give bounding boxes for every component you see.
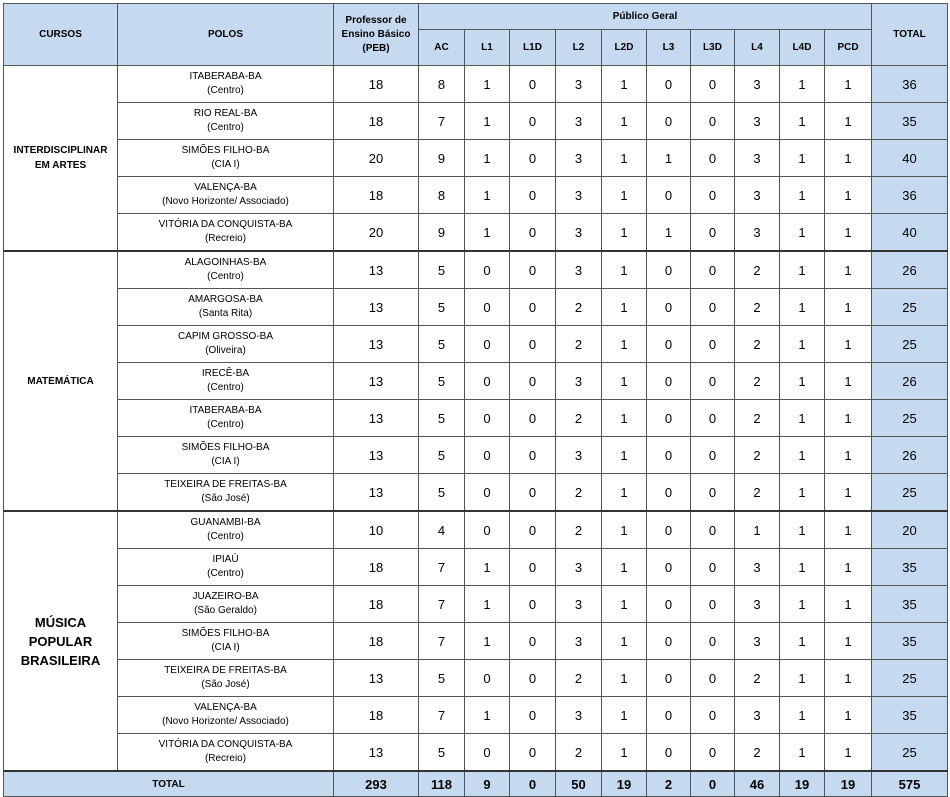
peb-cell: 13 — [334, 289, 419, 326]
total-l4d: 19 — [780, 771, 825, 797]
quota-cell-l2d: 1 — [602, 363, 647, 400]
quota-cell-pcd: 1 — [825, 549, 872, 586]
header-cursos: CURSOS — [4, 4, 118, 66]
quota-cell-l3: 0 — [647, 326, 691, 363]
row-total-cell: 36 — [872, 177, 948, 214]
quota-cell-l3d: 0 — [691, 549, 735, 586]
quota-cell-l3d: 0 — [691, 586, 735, 623]
quota-cell-l1: 0 — [465, 400, 510, 437]
quota-cell-l1: 0 — [465, 251, 510, 289]
row-total-cell: 25 — [872, 326, 948, 363]
row-total-cell: 40 — [872, 140, 948, 177]
quota-cell-l4d: 1 — [780, 660, 825, 697]
quota-cell-l4: 2 — [735, 400, 780, 437]
quota-cell-l4: 3 — [735, 549, 780, 586]
quota-cell-l3: 0 — [647, 66, 691, 103]
quota-cell-l3d: 0 — [691, 474, 735, 512]
quota-cell-l3: 0 — [647, 400, 691, 437]
quota-cell-l1d: 0 — [510, 103, 556, 140]
quota-cell-l3: 0 — [647, 549, 691, 586]
quota-cell-l1d: 0 — [510, 623, 556, 660]
quota-cell-l2: 3 — [556, 586, 602, 623]
quota-cell-l2: 2 — [556, 326, 602, 363]
peb-cell: 13 — [334, 734, 419, 772]
quota-cell-l1d: 0 — [510, 400, 556, 437]
quota-cell-ac: 9 — [419, 214, 465, 252]
quota-cell-l2: 3 — [556, 251, 602, 289]
header-l4: L4 — [735, 30, 780, 66]
quota-cell-l1: 1 — [465, 177, 510, 214]
quota-cell-l1: 1 — [465, 103, 510, 140]
quota-cell-l4d: 1 — [780, 177, 825, 214]
quota-cell-l1d: 0 — [510, 289, 556, 326]
quota-cell-l3: 0 — [647, 474, 691, 512]
quota-cell-l4d: 1 — [780, 549, 825, 586]
quota-cell-l1d: 0 — [510, 660, 556, 697]
quota-cell-l2d: 1 — [602, 251, 647, 289]
quota-cell-l4d: 1 — [780, 474, 825, 512]
polo-cell: ITABERABA-BA (Centro) — [118, 66, 334, 103]
quota-cell-l1: 1 — [465, 586, 510, 623]
quota-cell-l3d: 0 — [691, 66, 735, 103]
quota-cell-ac: 5 — [419, 400, 465, 437]
quota-cell-l2d: 1 — [602, 103, 647, 140]
quota-cell-l4: 3 — [735, 697, 780, 734]
row-total-cell: 25 — [872, 400, 948, 437]
polo-cell: TEIXEIRA DE FREITAS-BA (São José) — [118, 660, 334, 697]
quota-cell-l1d: 0 — [510, 437, 556, 474]
quota-cell-l4: 3 — [735, 66, 780, 103]
table-row — [4, 734, 948, 772]
quota-cell-l2d: 1 — [602, 437, 647, 474]
table-row — [4, 474, 948, 512]
quota-cell-ac: 7 — [419, 697, 465, 734]
quota-cell-l4d: 1 — [780, 734, 825, 772]
row-total-cell: 35 — [872, 623, 948, 660]
polo-cell: VALENÇA-BA (Novo Horizonte/ Associado) — [118, 177, 334, 214]
table-row — [4, 177, 948, 214]
row-total-cell: 35 — [872, 697, 948, 734]
table-row — [4, 660, 948, 697]
quota-cell-l3d: 0 — [691, 103, 735, 140]
quota-cell-pcd: 1 — [825, 586, 872, 623]
peb-cell: 20 — [334, 214, 419, 252]
quota-cell-l4: 2 — [735, 660, 780, 697]
quota-cell-l1d: 0 — [510, 586, 556, 623]
peb-cell: 13 — [334, 437, 419, 474]
peb-cell: 13 — [334, 251, 419, 289]
quota-cell-pcd: 1 — [825, 326, 872, 363]
table-row — [4, 549, 948, 586]
quota-cell-l1: 1 — [465, 549, 510, 586]
quota-cell-l2d: 1 — [602, 400, 647, 437]
polo-cell: SIMÕES FILHO-BA (CIA I) — [118, 437, 334, 474]
header-l1d: L1D — [510, 30, 556, 66]
row-total-cell: 25 — [872, 474, 948, 512]
quota-cell-l3d: 0 — [691, 437, 735, 474]
quota-cell-l1: 0 — [465, 474, 510, 512]
quota-cell-l2: 2 — [556, 474, 602, 512]
quota-cell-l1d: 0 — [510, 326, 556, 363]
quota-cell-l3d: 0 — [691, 214, 735, 252]
quota-cell-l3d: 0 — [691, 400, 735, 437]
total-label: TOTAL — [4, 771, 334, 797]
quota-cell-pcd: 1 — [825, 177, 872, 214]
total-l4: 46 — [735, 771, 780, 797]
quota-cell-l2d: 1 — [602, 177, 647, 214]
quota-cell-l4: 2 — [735, 734, 780, 772]
quota-cell-ac: 5 — [419, 734, 465, 772]
course-name: MÚSICA POPULAR BRASILEIRA — [4, 511, 118, 771]
total-l2d: 19 — [602, 771, 647, 797]
header-l1: L1 — [465, 30, 510, 66]
total-l1d: 0 — [510, 771, 556, 797]
quota-cell-ac: 7 — [419, 549, 465, 586]
header-l2d: L2D — [602, 30, 647, 66]
quota-cell-l4d: 1 — [780, 326, 825, 363]
quota-cell-l1d: 0 — [510, 474, 556, 512]
header-peb: Professor de Ensino Básico (PEB) — [334, 4, 419, 66]
polo-cell: RIO REAL-BA (Centro) — [118, 103, 334, 140]
quota-cell-l4: 3 — [735, 177, 780, 214]
quota-cell-l2d: 1 — [602, 289, 647, 326]
header-l4d: L4D — [780, 30, 825, 66]
quota-cell-l1d: 0 — [510, 214, 556, 252]
quota-cell-l2d: 1 — [602, 586, 647, 623]
vacancies-table — [3, 3, 948, 797]
quota-cell-ac: 5 — [419, 289, 465, 326]
row-total-cell: 35 — [872, 586, 948, 623]
polo-cell: SIMÕES FILHO-BA (CIA I) — [118, 623, 334, 660]
quota-cell-l4: 2 — [735, 251, 780, 289]
quota-cell-ac: 7 — [419, 103, 465, 140]
quota-cell-ac: 8 — [419, 177, 465, 214]
quota-cell-l1d: 0 — [510, 697, 556, 734]
polo-cell: ITABERABA-BA (Centro) — [118, 400, 334, 437]
quota-cell-l1d: 0 — [510, 66, 556, 103]
table-row — [4, 363, 948, 400]
quota-cell-l2: 3 — [556, 437, 602, 474]
polo-cell: ALAGOINHAS-BA (Centro) — [118, 251, 334, 289]
quota-cell-l2d: 1 — [602, 474, 647, 512]
quota-cell-l3d: 0 — [691, 511, 735, 549]
total-row — [4, 771, 948, 797]
quota-cell-l2: 3 — [556, 66, 602, 103]
quota-cell-l2: 2 — [556, 400, 602, 437]
quota-cell-pcd: 1 — [825, 660, 872, 697]
quota-cell-l3: 0 — [647, 363, 691, 400]
quota-cell-l1: 1 — [465, 623, 510, 660]
peb-cell: 10 — [334, 511, 419, 549]
quota-cell-l2d: 1 — [602, 140, 647, 177]
quota-cell-pcd: 1 — [825, 66, 872, 103]
quota-cell-l1: 1 — [465, 66, 510, 103]
quota-cell-l1: 0 — [465, 326, 510, 363]
quota-cell-ac: 5 — [419, 437, 465, 474]
row-total-cell: 35 — [872, 103, 948, 140]
row-total-cell: 40 — [872, 214, 948, 252]
table-row — [4, 103, 948, 140]
quota-cell-l2: 3 — [556, 363, 602, 400]
quota-cell-l1: 0 — [465, 363, 510, 400]
quota-cell-l3: 1 — [647, 140, 691, 177]
quota-cell-l2: 2 — [556, 289, 602, 326]
quota-cell-l2d: 1 — [602, 511, 647, 549]
quota-cell-ac: 7 — [419, 586, 465, 623]
quota-cell-l2: 3 — [556, 103, 602, 140]
table-row — [4, 437, 948, 474]
quota-cell-l3d: 0 — [691, 660, 735, 697]
header-total: TOTAL — [872, 4, 948, 66]
quota-cell-ac: 8 — [419, 66, 465, 103]
quota-cell-l2d: 1 — [602, 697, 647, 734]
table-row — [4, 400, 948, 437]
header-ac: AC — [419, 30, 465, 66]
quota-cell-ac: 5 — [419, 660, 465, 697]
quota-cell-l4: 2 — [735, 289, 780, 326]
table-row — [4, 140, 948, 177]
peb-cell: 13 — [334, 326, 419, 363]
quota-cell-l2: 2 — [556, 511, 602, 549]
quota-cell-l4: 3 — [735, 214, 780, 252]
quota-cell-pcd: 1 — [825, 251, 872, 289]
row-total-cell: 20 — [872, 511, 948, 549]
quota-cell-l4: 2 — [735, 363, 780, 400]
quota-cell-l2: 3 — [556, 177, 602, 214]
header-publico-geral: Público Geral — [419, 4, 872, 30]
polo-cell: SIMÕES FILHO-BA (CIA I) — [118, 140, 334, 177]
quota-cell-l4d: 1 — [780, 363, 825, 400]
table-row — [4, 623, 948, 660]
quota-cell-l3d: 0 — [691, 326, 735, 363]
quota-cell-pcd: 1 — [825, 140, 872, 177]
peb-cell: 18 — [334, 586, 419, 623]
grand-total: 575 — [872, 771, 948, 797]
peb-cell: 18 — [334, 66, 419, 103]
quota-cell-l1: 0 — [465, 660, 510, 697]
quota-cell-pcd: 1 — [825, 511, 872, 549]
quota-cell-pcd: 1 — [825, 474, 872, 512]
quota-cell-l1d: 0 — [510, 511, 556, 549]
table-row — [4, 66, 948, 103]
quota-cell-l4: 2 — [735, 326, 780, 363]
quota-cell-l4d: 1 — [780, 437, 825, 474]
row-total-cell: 25 — [872, 289, 948, 326]
quota-cell-l4d: 1 — [780, 251, 825, 289]
quota-cell-l3: 0 — [647, 623, 691, 660]
course-name: INTERDISCIPLINAR EM ARTES — [4, 66, 118, 252]
quota-cell-l4d: 1 — [780, 511, 825, 549]
quota-cell-l4d: 1 — [780, 66, 825, 103]
quota-cell-ac: 5 — [419, 474, 465, 512]
header-polos: POLOS — [118, 4, 334, 66]
quota-cell-l1d: 0 — [510, 549, 556, 586]
polo-cell: CAPIM GROSSO-BA (Oliveira) — [118, 326, 334, 363]
total-pcd: 19 — [825, 771, 872, 797]
quota-cell-l1: 0 — [465, 734, 510, 772]
peb-cell: 18 — [334, 623, 419, 660]
table-row — [4, 326, 948, 363]
table-row — [4, 251, 948, 289]
polo-cell: JUAZEIRO-BA (São Geraldo) — [118, 586, 334, 623]
quota-cell-l3: 0 — [647, 511, 691, 549]
table-row — [4, 289, 948, 326]
quota-cell-l4d: 1 — [780, 289, 825, 326]
header-pcd: PCD — [825, 30, 872, 66]
quota-cell-l4: 2 — [735, 437, 780, 474]
polo-cell: GUANAMBI-BA (Centro) — [118, 511, 334, 549]
table-row — [4, 511, 948, 549]
quota-cell-l4d: 1 — [780, 586, 825, 623]
total-ac: 118 — [419, 771, 465, 797]
quota-cell-l3: 0 — [647, 734, 691, 772]
peb-cell: 13 — [334, 400, 419, 437]
polo-cell: VITÓRIA DA CONQUISTA-BA (Recreio) — [118, 734, 334, 772]
quota-cell-l1: 0 — [465, 437, 510, 474]
quota-cell-l3: 0 — [647, 586, 691, 623]
row-total-cell: 36 — [872, 66, 948, 103]
peb-cell: 18 — [334, 103, 419, 140]
quota-cell-ac: 5 — [419, 251, 465, 289]
table-row — [4, 214, 948, 252]
row-total-cell: 26 — [872, 363, 948, 400]
quota-cell-l1: 1 — [465, 697, 510, 734]
quota-cell-l2: 3 — [556, 549, 602, 586]
quota-cell-l1: 1 — [465, 140, 510, 177]
quota-cell-l3: 0 — [647, 660, 691, 697]
quota-cell-l4d: 1 — [780, 400, 825, 437]
quota-cell-l3: 0 — [647, 437, 691, 474]
polo-cell: VITÓRIA DA CONQUISTA-BA (Recreio) — [118, 214, 334, 252]
polo-cell: VALENÇA-BA (Novo Horizonte/ Associado) — [118, 697, 334, 734]
quota-cell-pcd: 1 — [825, 734, 872, 772]
quota-cell-pcd: 1 — [825, 437, 872, 474]
row-total-cell: 26 — [872, 437, 948, 474]
polo-cell: TEIXEIRA DE FREITAS-BA (São José) — [118, 474, 334, 512]
quota-cell-l3d: 0 — [691, 697, 735, 734]
quota-cell-l4d: 1 — [780, 214, 825, 252]
quota-cell-l1d: 0 — [510, 140, 556, 177]
row-total-cell: 25 — [872, 660, 948, 697]
quota-cell-l3: 0 — [647, 251, 691, 289]
total-l1: 9 — [465, 771, 510, 797]
quota-cell-l2: 3 — [556, 140, 602, 177]
quota-cell-ac: 7 — [419, 623, 465, 660]
quota-cell-l4: 3 — [735, 140, 780, 177]
peb-cell: 18 — [334, 549, 419, 586]
total-l2: 50 — [556, 771, 602, 797]
quota-cell-l3d: 0 — [691, 140, 735, 177]
quota-cell-l2d: 1 — [602, 660, 647, 697]
quota-cell-ac: 9 — [419, 140, 465, 177]
quota-cell-l2d: 1 — [602, 214, 647, 252]
quota-cell-l2: 2 — [556, 660, 602, 697]
quota-cell-l3d: 0 — [691, 251, 735, 289]
total-peb: 293 — [334, 771, 419, 797]
peb-cell: 13 — [334, 474, 419, 512]
row-total-cell: 25 — [872, 734, 948, 772]
quota-cell-l2: 3 — [556, 697, 602, 734]
polo-cell: AMARGOSA-BA (Santa Rita) — [118, 289, 334, 326]
quota-cell-l2d: 1 — [602, 623, 647, 660]
quota-cell-l1d: 0 — [510, 251, 556, 289]
quota-cell-l2: 3 — [556, 214, 602, 252]
quota-cell-l1d: 0 — [510, 177, 556, 214]
quota-cell-pcd: 1 — [825, 697, 872, 734]
quota-cell-ac: 4 — [419, 511, 465, 549]
course-name: MATEMÁTICA — [4, 251, 118, 511]
row-total-cell: 35 — [872, 549, 948, 586]
quota-cell-l3d: 0 — [691, 177, 735, 214]
quota-cell-l3: 0 — [647, 697, 691, 734]
polo-cell: IRECÊ-BA (Centro) — [118, 363, 334, 400]
quota-cell-l3d: 0 — [691, 289, 735, 326]
quota-cell-l3d: 0 — [691, 734, 735, 772]
table-row — [4, 586, 948, 623]
quota-cell-pcd: 1 — [825, 103, 872, 140]
quota-cell-l2: 2 — [556, 734, 602, 772]
quota-cell-pcd: 1 — [825, 214, 872, 252]
quota-cell-pcd: 1 — [825, 289, 872, 326]
quota-cell-l3d: 0 — [691, 363, 735, 400]
quota-cell-l3: 0 — [647, 103, 691, 140]
quota-cell-l4: 1 — [735, 511, 780, 549]
quota-cell-ac: 5 — [419, 363, 465, 400]
peb-cell: 13 — [334, 660, 419, 697]
quota-cell-l2d: 1 — [602, 326, 647, 363]
quota-cell-l1d: 0 — [510, 363, 556, 400]
quota-cell-l2: 3 — [556, 623, 602, 660]
quota-cell-l4: 3 — [735, 103, 780, 140]
peb-cell: 13 — [334, 363, 419, 400]
quota-cell-l4d: 1 — [780, 103, 825, 140]
quota-cell-pcd: 1 — [825, 400, 872, 437]
header-l3: L3 — [647, 30, 691, 66]
total-l3: 2 — [647, 771, 691, 797]
quota-cell-ac: 5 — [419, 326, 465, 363]
peb-cell: 18 — [334, 177, 419, 214]
quota-cell-l4d: 1 — [780, 140, 825, 177]
quota-cell-l4d: 1 — [780, 623, 825, 660]
quota-cell-l2d: 1 — [602, 66, 647, 103]
peb-cell: 18 — [334, 697, 419, 734]
quota-cell-l2d: 1 — [602, 549, 647, 586]
total-l3d: 0 — [691, 771, 735, 797]
quota-cell-l4: 3 — [735, 623, 780, 660]
quota-cell-l4: 3 — [735, 586, 780, 623]
quota-cell-l1: 0 — [465, 511, 510, 549]
quota-cell-l3d: 0 — [691, 623, 735, 660]
row-total-cell: 26 — [872, 251, 948, 289]
quota-cell-pcd: 1 — [825, 363, 872, 400]
header-l2: L2 — [556, 30, 602, 66]
quota-cell-l3: 0 — [647, 289, 691, 326]
quota-cell-l4: 2 — [735, 474, 780, 512]
quota-cell-l3: 1 — [647, 214, 691, 252]
quota-cell-pcd: 1 — [825, 623, 872, 660]
quota-cell-l1: 1 — [465, 214, 510, 252]
quota-cell-l4d: 1 — [780, 697, 825, 734]
polo-cell: IPIAÚ (Centro) — [118, 549, 334, 586]
table-row — [4, 697, 948, 734]
quota-cell-l1: 0 — [465, 289, 510, 326]
quota-cell-l3: 0 — [647, 177, 691, 214]
quota-cell-l1d: 0 — [510, 734, 556, 772]
quota-cell-l2d: 1 — [602, 734, 647, 772]
peb-cell: 20 — [334, 140, 419, 177]
header-l3d: L3D — [691, 30, 735, 66]
